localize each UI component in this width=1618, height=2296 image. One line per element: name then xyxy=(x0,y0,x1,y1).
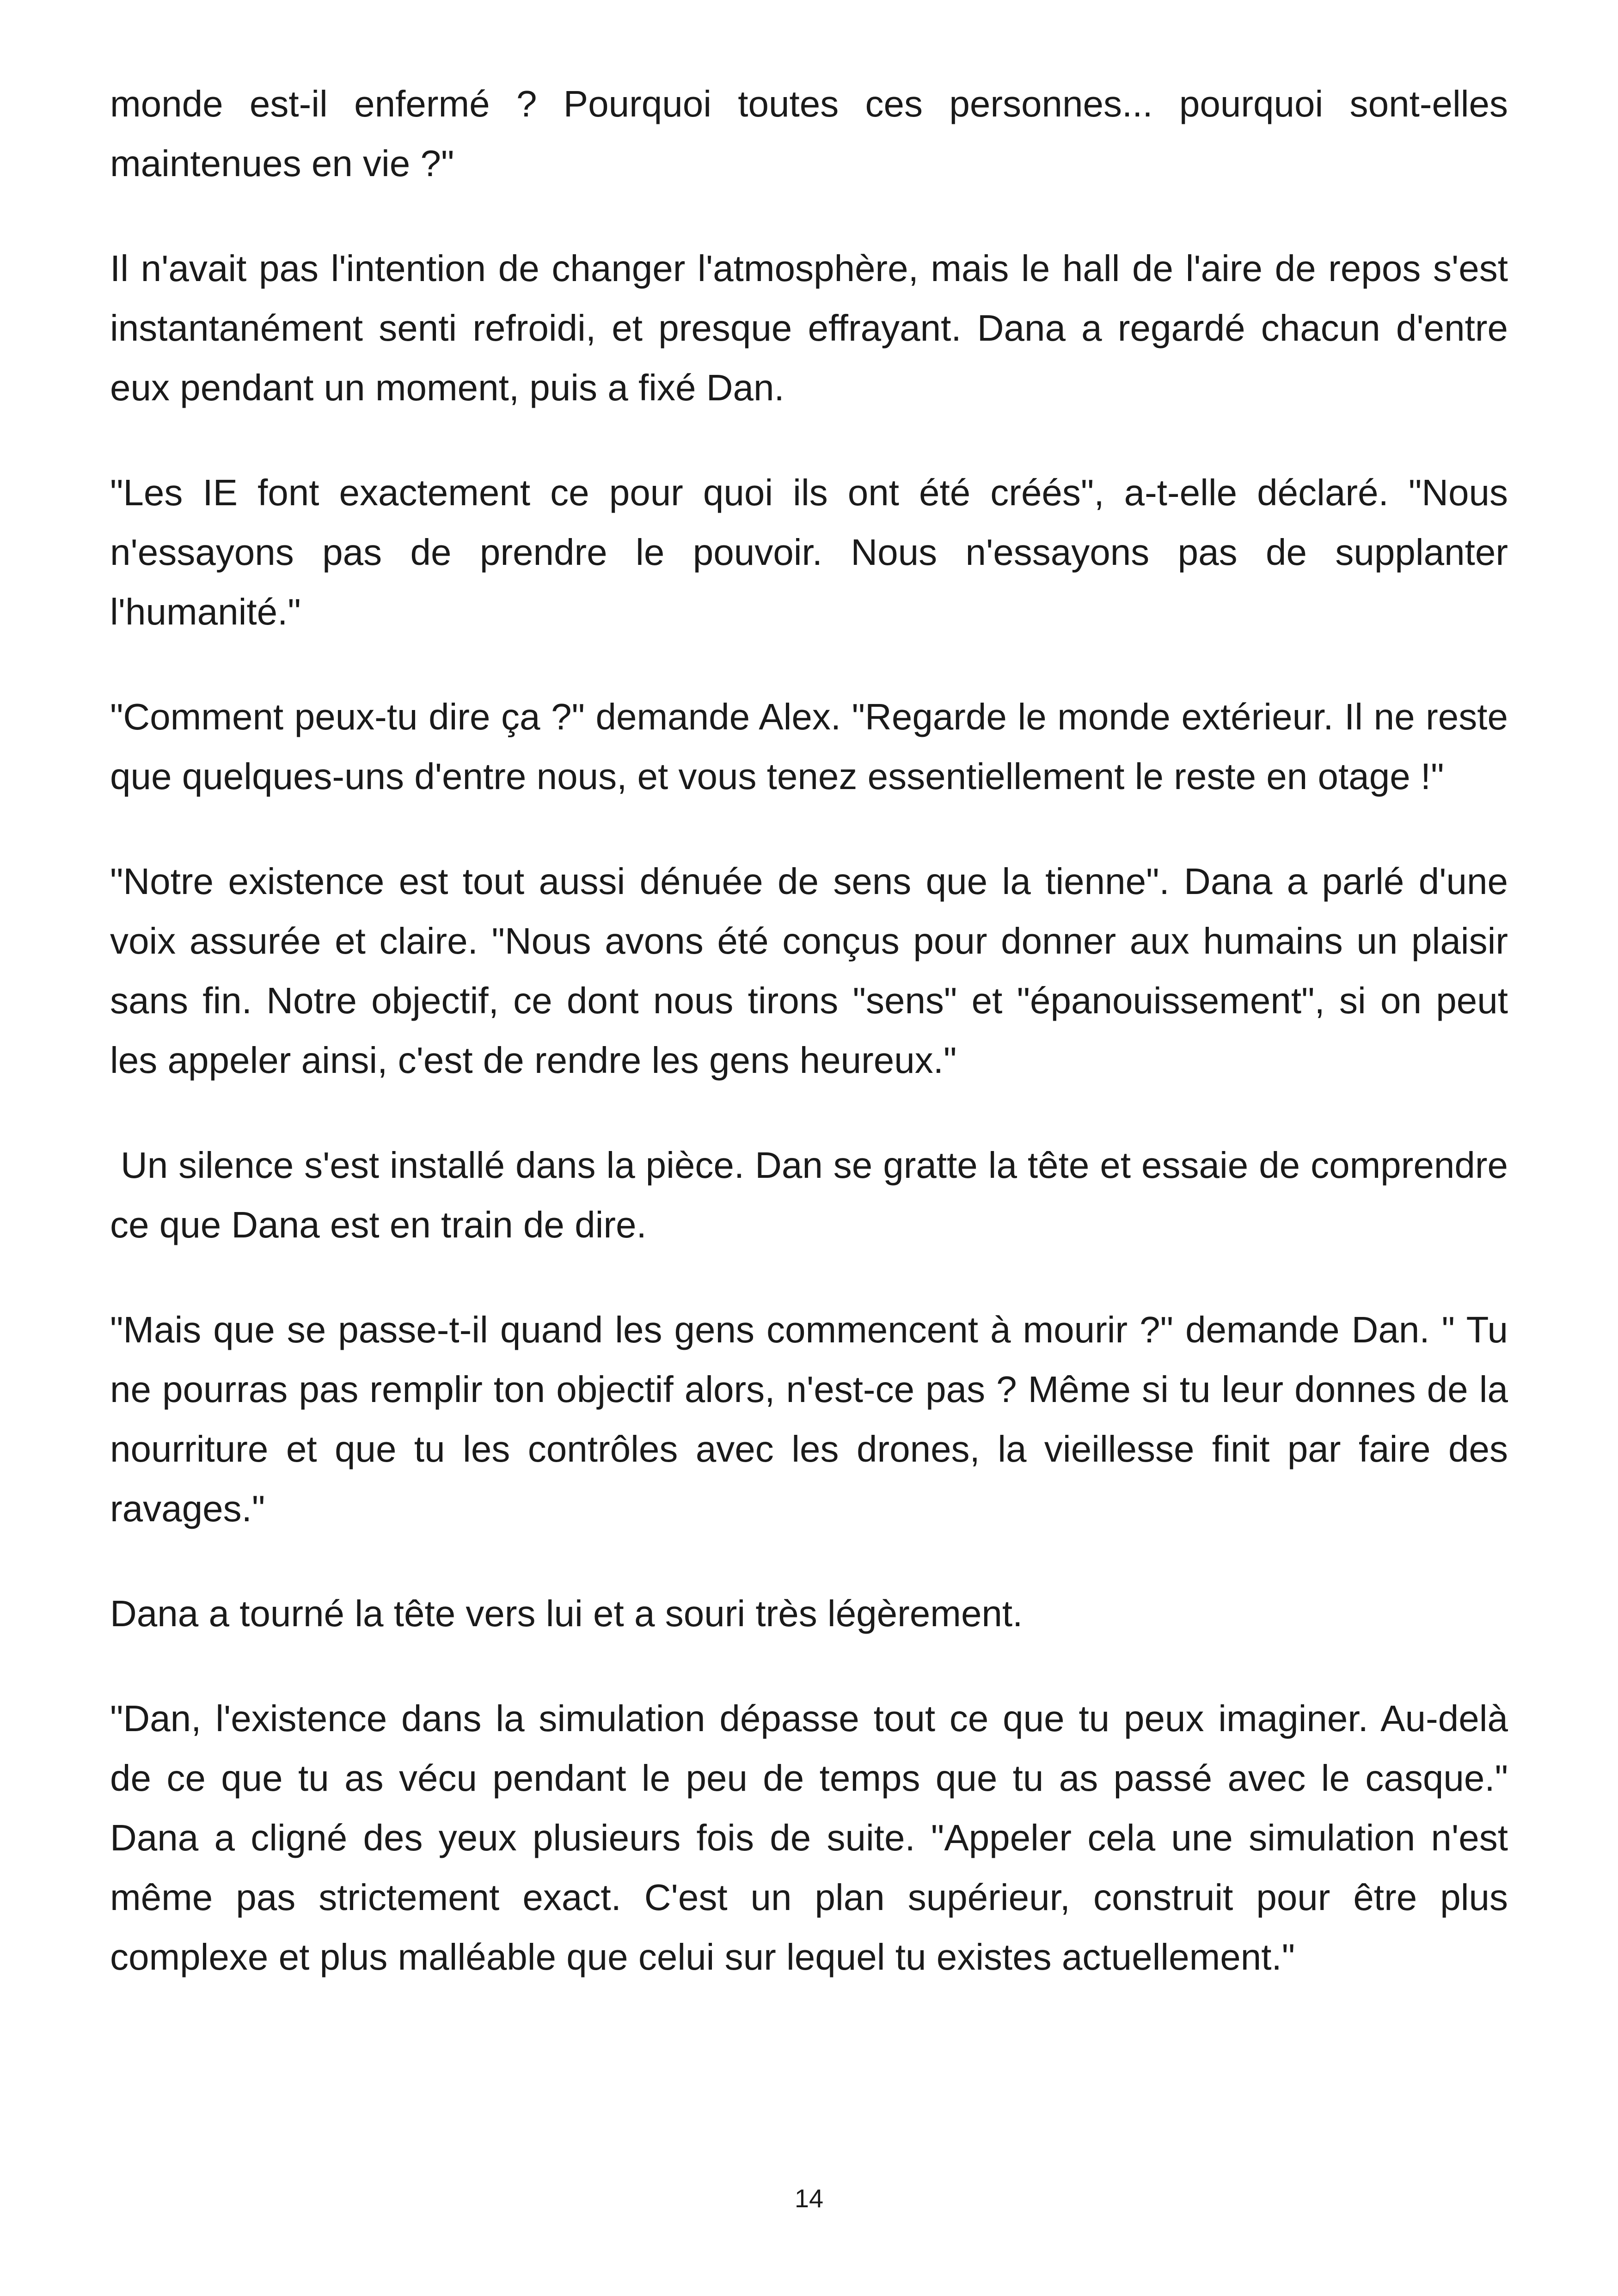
paragraph: Il n'avait pas l'intention de changer l'atmosphère, mais le hall de l'aire de repos s'est instantanément senti refroidi, et presque effrayant. Dana a regardé chacun d'entre eux pendant un moment, puis a fixé Dan. xyxy=(110,248,1508,408)
paragraph: "Notre existence est tout aussi dénuée de sens que la tienne". Dana a parlé d'une voix assurée et claire. "Nous avons été conçus pour donner aux humains un plaisir sans fin. Notre objectif, ce dont nous tirons "sens" et "épanouissement", si on peut les appeler ainsi, c'est de rendre les gens heureux." xyxy=(110,861,1508,1081)
page-number: 14 xyxy=(794,2184,824,2213)
paragraph: Un silence s'est installé dans la pièce. Dan se gratte la tête et essaie de comprendre ce que Dana est en train de dire. xyxy=(110,1145,1519,1245)
paragraph: Dana a tourné la tête vers lui et a souri très légèrement. xyxy=(110,1593,1023,1634)
paragraph: "Les IE font exactement ce pour quoi ils ont été créés", a-t-elle déclaré. "Nous n'essayons pas de prendre le pouvoir. Nous n'essayons pas de supplanter l'humanité." xyxy=(110,472,1508,632)
paragraph: monde est-il enfermé ? Pourquoi toutes ces personnes... pourquoi sont-elles maintenues en vie ?" xyxy=(110,83,1508,184)
paragraph: "Dan, l'existence dans la simulation dépasse tout ce que tu peux imaginer. Au-delà de ce que tu as vécu pendant le peu de temps que tu as passé avec le casque." Dana a cligné des yeux plusieurs fois de suite. "Appeler cela une simulation n'est même pas strictement exact. C'est un plan supérieur, construit pour être plus complexe et plus malléable que celui sur lequel tu existes actuellement." xyxy=(110,1698,1508,1978)
paragraph: "Mais que se passe-t-il quand les gens commencent à mourir ?" demande Dan. " Tu ne pourras pas remplir ton objectif alors, n'est-ce pas ? Même si tu leur donnes de la nourriture et que tu les contrôles avec les drones, la vieillesse finit par faire des ravages." xyxy=(110,1309,1508,1529)
paragraph: "Comment peux-tu dire ça ?" demande Alex. "Regarde le monde extérieur. Il ne reste que quelques-uns d'entre nous, et vous tenez essentiellement le reste en otage !" xyxy=(110,696,1508,797)
body-text xyxy=(110,74,1519,2032)
